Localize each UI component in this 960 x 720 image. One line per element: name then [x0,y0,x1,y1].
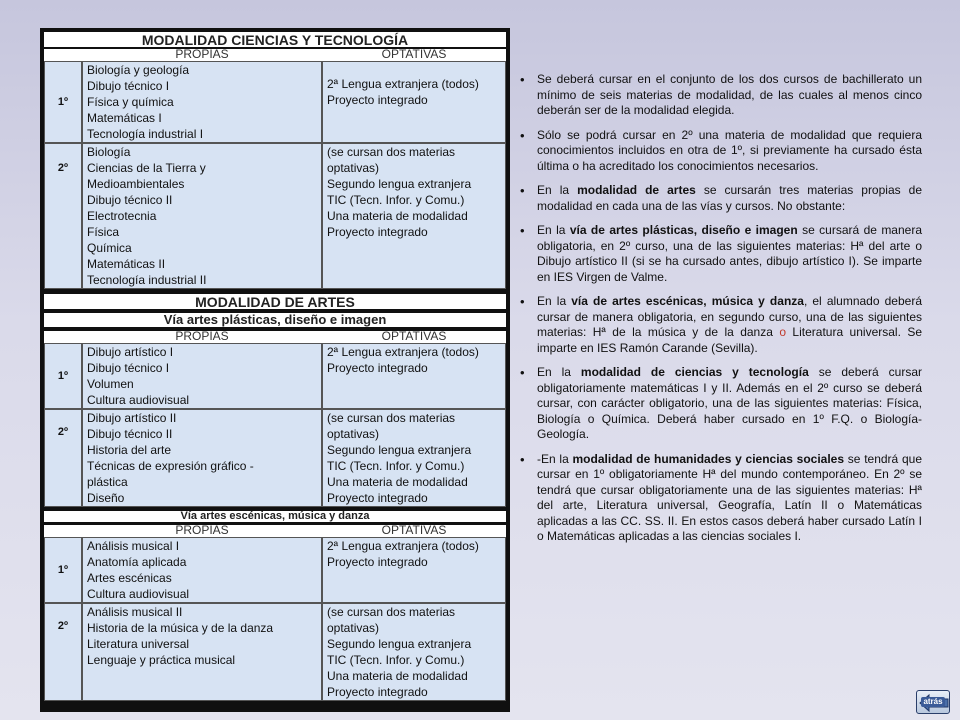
bullet-icon: • [520,223,525,238]
col-propias: PROPIAS [175,331,229,343]
year-cell: 2º [44,409,82,507]
plasticas-table [44,343,506,507]
col-optativas: OPTATIVAS [381,525,447,537]
optativas-cell: (se cursan dos materias optativas) Segundo lengua extranjera TIC (Tecn. Infor. y Comu.) Una materia de modalidad Proyecto integrado [322,603,506,701]
bullet-icon: • [520,294,525,309]
table-row [44,409,506,507]
optativas-cell: (se cursan dos materias optativas) Segundo lengua extranjera TIC (Tecn. Infor. y Comu.) Una materia de modalidad Proyecto integrado [322,143,506,289]
via-plasticas-title: Vía artes plásticas, diseño e imagen [44,313,506,327]
propias-cell: Dibujo artístico I Dibujo técnico I Volumen Cultura audiovisual [82,343,322,409]
year-cell: 1º [44,343,82,409]
optativas-cell: 2ª Lengua extranjera (todos) Proyecto integrado [322,343,506,409]
year-cell: 1º [44,537,82,603]
table-row [44,603,506,701]
bullet-icon: • [520,451,525,467]
note-item: • Se deberá cursar en el conjunto de los dos cursos de bachillerato un mínimo de seis materias de modalidad, de las cuales al menos cinco deberán ser de la modalidad elegida. [520,72,922,117]
ciencias-title: MODALIDAD CIENCIAS Y TECNOLOGÍA [44,32,506,47]
panel-ciencias-tecnologia [40,28,510,290]
ciencias-column-header [44,49,506,61]
table-row [44,343,506,409]
notes-list [520,72,922,554]
col-optativas: OPTATIVAS [381,331,447,343]
col-propias: PROPIAS [175,49,229,61]
year-cell: 1º [44,61,82,143]
col-propias: PROPIAS [175,525,229,537]
bullet-icon: • [520,183,525,198]
year-cell: 2º [44,603,82,701]
back-button[interactable] [916,690,950,714]
note-item: • -En la modalidad de humanidades y ciencias sociales se tendrá que cursar en 1º obligatoriamente Hª del mundo contemporáneo. En 2º se tendrá que cursar obligatoriamente una de las siguientes materias: Hª del arte, Literatura universal, Geografía, Latín II o Matemáticas aplicadas a las CC. SS. II. En estos casos deberá haber cursado Latín I o Matemáticas aplicadas a las ciencias sociales I. [520,451,922,543]
bullet-icon: • [520,127,525,143]
col-optativas: OPTATIVAS [381,49,447,61]
note-item: • En la modalidad de artes se cursarán tres materias propias de modalidad en cada una de las vías y cursos. No obstante: [520,183,922,213]
bullet-icon: • [520,365,525,380]
escenicas-column-header [44,525,506,537]
note-item: • En la modalidad de ciencias y tecnología se deberá cursar obligatoriamente matemáticas I y II. Además en el 2º curso se deberá cursar, con carácter obligatorio, una de las siguientes materias: Física, Biología o Química. Deberá haber cursado en 1º F.Q. o Biología-Geología. [520,365,923,441]
propias-cell: Biología Ciencias de la Tierra y Medioambientales Dibujo técnico II Electrotecnia Física Química Matemáticas II Tecnología industrial II [82,143,322,289]
propias-cell: Dibujo artístico II Dibujo técnico II Historia del arte Técnicas de expresión gráfico - plástica Diseño [82,409,322,507]
artes-title: MODALIDAD DE ARTES [44,294,506,309]
note-item: • En la vía de artes plásticas, diseño e imagen se cursará de manera obligatoria, en 2º curso, una de las siguientes materias: Hª del arte o Dibujo artístico II (si se ha cursado antes, dibujo artístico I). Se imparte en IES Virgen de Valme. [520,223,923,284]
propias-cell: Biología y geología Dibujo técnico I Física y química Matemáticas I Tecnología industrial I [82,61,322,143]
optativas-cell: 2ª Lengua extranjera (todos) Proyecto integrado [322,537,506,603]
year-cell: 2º [44,143,82,289]
note-item: • En la vía de artes escénicas, música y danza, el alumnado deberá cursar de manera obligatoria, en segundo curso, una de las siguientes materias: Hª de la música y de la danza o Literatura universal. Se imparte en IES Ramón Carande (Sevilla). [520,294,923,355]
optativas-cell: 2ª Lengua extranjera (todos) Proyecto integrado [322,61,506,143]
ciencias-table [44,61,506,289]
escenicas-table [44,537,506,701]
optativas-cell: (se cursan dos materias optativas) Segundo lengua extranjera TIC (Tecn. Infor. y Comu.) Una materia de modalidad Proyecto integrado [322,409,506,507]
table-row [44,537,506,603]
plasticas-column-header [44,331,506,343]
panel-artes [40,290,510,712]
propias-cell: Análisis musical II Historia de la música y de la danza Literatura universal Lenguaje y práctica musical [82,603,322,701]
table-row [44,143,506,289]
propias-cell: Análisis musical I Anatomía aplicada Artes escénicas Cultura audiovisual [82,537,322,603]
via-escenicas-title: Vía artes escénicas, música y danza [44,511,506,522]
bullet-icon: • [520,72,525,87]
back-label: atrás [923,697,943,706]
table-row [44,61,506,143]
note-item: • Sólo se podrá cursar en 2º una materia de modalidad que requiera conocimientos incluidos en otra de 1º, si previamente ha cursado ésta última o ha acreditado los conocimientos necesarios. [520,127,922,173]
